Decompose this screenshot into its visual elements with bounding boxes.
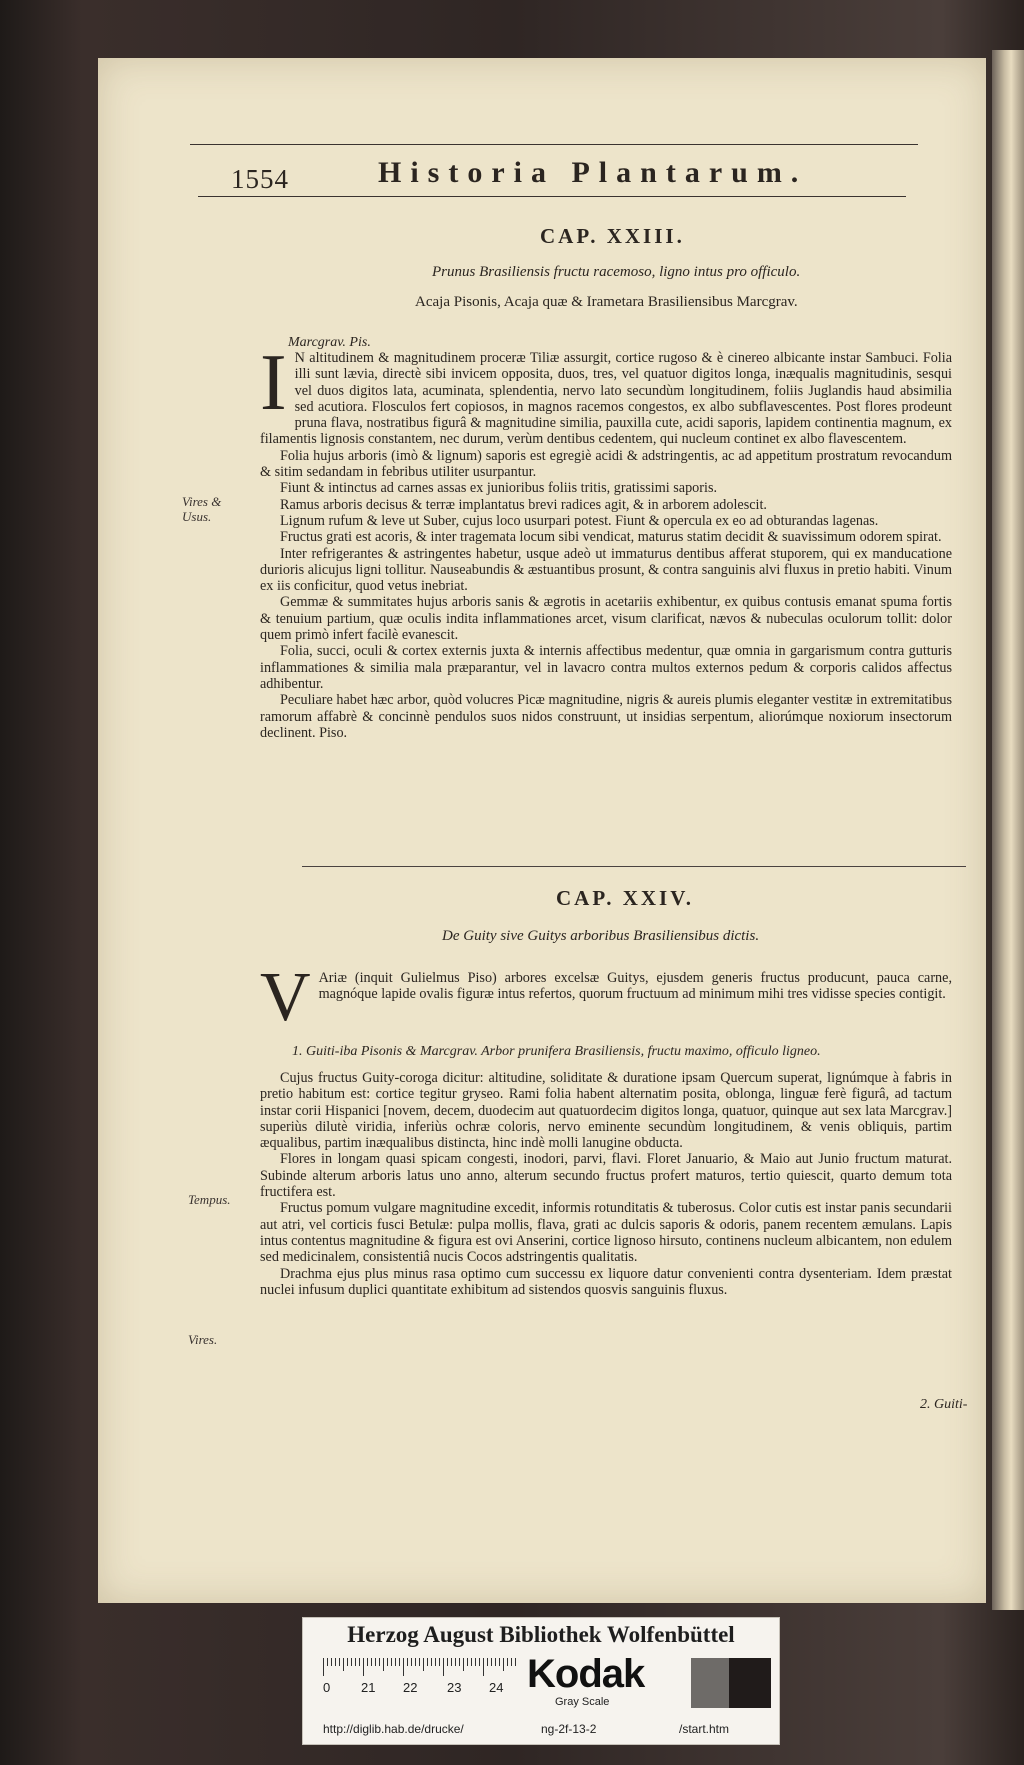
ruler-tick [455,1658,456,1666]
ruler-tick [483,1658,484,1676]
paragraph: Lignum rufum & leve ut Suber, cujus loco usurpari potest. Fiunt & opercula ex eo ad obturandas lagenas. [280,512,879,529]
chapter-divider [302,866,966,867]
ruler-tick [403,1658,404,1676]
ruler-tick [415,1658,416,1666]
ruler-tick [447,1658,448,1666]
gray-swatch-dark [729,1658,771,1708]
dropcap-v: V [260,959,311,1036]
ruler-tick [359,1658,360,1666]
ruler-tick [463,1658,464,1671]
ruler-tick [331,1658,332,1666]
ruler-tick [379,1658,380,1666]
header-rule-bottom [198,196,906,197]
ruler-tick [491,1658,492,1666]
library-stamp: Herzog August Bibliothek Wolfenbüttel 0 21 22 23 24 Kodak Gray Scale http://diglib.hab.de/drucke/ ng-2f-13-2 /start.htm [302,1617,780,1745]
ruler-tick [471,1658,472,1666]
ruler-tick [507,1658,508,1666]
ruler-tick [335,1658,336,1666]
scale-ruler [323,1658,519,1676]
kodak-logo: Kodak [527,1652,645,1696]
ruler-tick [411,1658,412,1666]
book-page [98,58,986,1603]
ruler-tick [515,1658,516,1666]
ruler-tick [475,1658,476,1666]
item-1-heading: 1. Guiti-iba Pisonis & Marcgrav. Arbor prunifera Brasiliensis, fructu maximo, officulo ligneo. [292,1044,821,1059]
chapter-24-heading: CAP. XXIV. [556,886,694,910]
ruler-tick [387,1658,388,1666]
ruler-tick [339,1658,340,1666]
ruler-tick [395,1658,396,1666]
ruler-tick [383,1658,384,1671]
chapter-24-subtitle: De Guity sive Guitys arboribus Brasiliensibus dictis. [442,928,760,944]
gray-swatch-mid [691,1658,729,1708]
paragraph: Ramus arboris decisus & terræ implantatus brevi radices agit, & in arborem adolescit. [280,496,767,513]
ruler-tick [347,1658,348,1666]
ruler-tick [371,1658,372,1666]
ruler-tick [467,1658,468,1666]
chapter-24-intro [260,959,952,1036]
chapter-23-heading: CAP. XXIII. [540,224,685,248]
chapter-23-subtitle: Prunus Brasiliensis fructu racemoso, ligno intus pro officulo. [432,264,801,280]
ruler-tick [439,1658,440,1666]
ruler-tick [351,1658,352,1666]
catchword: 2. Guiti- [920,1397,968,1412]
ruler-tick [431,1658,432,1666]
paragraph: Fiunt & intinctus ad carnes assas ex junioribus foliis tritis, gratissimi saporis. [280,480,718,497]
paragraph: Folia hujus arboris (imò & lignum) saporis est egregiè acidi & adstringentis, ac ad appetitum prostratum revocandum & sitim sedandam in febribus utiliter usurpantur. [260,447,952,481]
ruler-tick [427,1658,428,1666]
ruler-tick [511,1658,512,1666]
paragraph: Drachma ejus plus minus rasa optimo cum successu ex liquore datur convenienti contra dysenteriam. Idem præstat nuclei infusum duplici quantitate exhibitum ad sistendos quosvis sanguinis fluxus. [260,1265,952,1298]
ruler-tick [487,1658,488,1666]
library-name: Herzog August Bibliothek Wolfenbüttel [347,1622,735,1647]
chapter-23-body [260,336,952,741]
ruler-tick [375,1658,376,1666]
ruler-tick [399,1658,400,1666]
ruler-tick [323,1658,324,1676]
chapter-23-synonyms: Acaja Pisonis, Acaja quæ & Irametara Brasiliensibus Marcgrav. [415,294,798,310]
paragraph: N altitudinem & magnitudinem proceræ Tiliæ assurgit, cortice rugoso & è cinereo albicante instar Sambuci. Folia illi sunt lævia, directè sibi invicem opposita, duos, tres, vel quatuor digitos longa, inæqualis magnitudinis, sesqui vel duos digitos lata, acuminata, splendentia, nervo lato secundùm longitudinem, foliis Juglandis haud absimilia sed acutiora. Flosculos fert copiosos, in magnos racemos congestos, ex albo subflavescentes. Post flores prodeunt pruna flava, nostratibus figurâ & magnitudine similia, pauxilla cute, acidi saporis, lapidem continentia magnum, ex filamentis lignosis constantem, nec durum, verùm dentibus cedentem, qui nucleum continet ex albo flavescentem. [260,350,952,448]
paragraph: Peculiare habet hæc arbor, quòd volucres Picæ magnitudine, nigris & aureis plumis eleganter vestitæ in extremitatibus ramorum affabrè & concinnè pendulos suos nidos construunt, ut insidias serpentum, aliorúmque noxiorum insectorum declinent. Piso. [260,692,952,741]
paragraph: Flores in longam quasi spicam congesti, inodori, parvi, flavi. Floret Januario, & Maio aut Junio fructum maturat. Subinde alterum arboris latus uno anno, alterum secundo fructus profert maturos, tertio quiescit, quarto demum tota fructifera est. [260,1151,952,1201]
url-base[interactable]: http://diglib.hab.de/drucke/ [323,1722,464,1736]
ruler-tick [407,1658,408,1666]
ruler-tick [451,1658,452,1666]
ruler-tick [343,1658,344,1671]
url-path: /start.htm [679,1722,730,1736]
page-number: 1554 [231,164,289,194]
gray-scale-label: Gray Scale [555,1696,610,1708]
ruler-tick [479,1658,480,1666]
ruler-tick [391,1658,392,1666]
ruler-tick [327,1658,328,1666]
ruler-tick [435,1658,436,1666]
ruler-tick [423,1658,424,1671]
margin-note-vires-usus: Vires & Usus. [182,494,222,524]
ruler-tick [499,1658,500,1666]
paragraph: Inter refrigerantes & astringentes habetur, usque adeò ut immaturus dentibus afferat stuporem, qui ex manducatione durioris alicujus ligni tollitur. Nauseabundis & æstuantibus prosunt, & contra sanguinis alvi fluxus in pretio habiti. Vinum ex iis conficitur, quod vetus inebriat. [260,545,952,595]
paragraph: Fructus grati est acoris, & inter tragemata locum sibi vendicat, maturus statim decidit & suavissimum odorem spirat. [280,529,942,546]
margin-note-tempus: Tempus. [188,1192,231,1207]
paragraph: Gemmæ & summitates hujus arboris sanis & ægrotis in acetariis exhibentur, ex quibus contusis emanat spuma fortis & tenuium partium, quæ oculis indita inflammationes arcet, visum clarificat, nævos & nubeculas oculorum tollit: dolor quem primò infert facilè evanescit. [260,594,952,644]
paragraph: Folia, succi, oculi & cortex externis juxta & internis affectibus medentur, quæ omnia in gargarismum contra gutturis inflammationes & similia mala præparantur, vel in lavacro contra multos externos pedum & corporis calidos affectus adhibentur. [260,643,952,692]
ruler-tick [443,1658,444,1676]
paragraph: Cujus fructus Guity-coroga dicitur: altitudine, soliditate & duratione ipsam Quercum superat, lignúmque à fabris in pretio habitum est: cortice tegitur gryseo. Rami folia habent alternatim posita, oblonga, linguæ ferè figurâ, ad tactum instar corii Hispanici [novem, decem, duodecim aut quatuordecim digitos longa, quatuor, quinque aut sex lata Marcgrav.] superiùs dilutè viridia, inferiùs ochræ coloris, nervo eminente secundùm longitudinem, & venis obliquis, partim æqualibus, partim inæqualibus distincta, hinc indè molli lanugine obducta. [260,1070,952,1152]
ruler-tick [459,1658,460,1666]
ruler-tick [419,1658,420,1666]
chapter-24-body [260,1070,952,1298]
ruler-tick [363,1658,364,1676]
paragraph: Fructus pomum vulgare magnitudine excedit, informis rotunditatis & tuberosus. Color cutis est instar panis secundarii aut atri, vel corticis fusci Betulæ: pulpa mollis, flava, grati ac dulcis saporis & odoris, panem recentem æmulans. Lapis intus contentus magnitudine & figura est ovi Anserini, cortice lignoso hirsuto, continens nucleum albicantem, non edulem sed medicinalem, consistentiâ nucis Cocos adstringentis qualitatis. [260,1200,952,1266]
ruler-tick [367,1658,368,1666]
dropcap-i: I [260,339,287,427]
ruler-tick [503,1658,504,1671]
header-rule-top [190,144,918,145]
running-title: Historia Plantarum. [378,156,808,189]
url-signature: ng-2f-13-2 [541,1722,597,1736]
ruler-tick [495,1658,496,1666]
next-page-edge [992,50,1024,1610]
source-note: Marcgrav. Pis. [288,335,371,350]
margin-note-vires: Vires. [188,1332,218,1347]
ruler-tick [355,1658,356,1666]
paragraph: Ariæ (inquit Gulielmus Piso) arbores excelsæ Guitys, ejusdem generis fructus producunt, pauca carne, magnóque lapide ovalis figuræ intus refertos, quorum fructuum ad minimum mihi tres vidisse species contigit. [318,970,952,1003]
